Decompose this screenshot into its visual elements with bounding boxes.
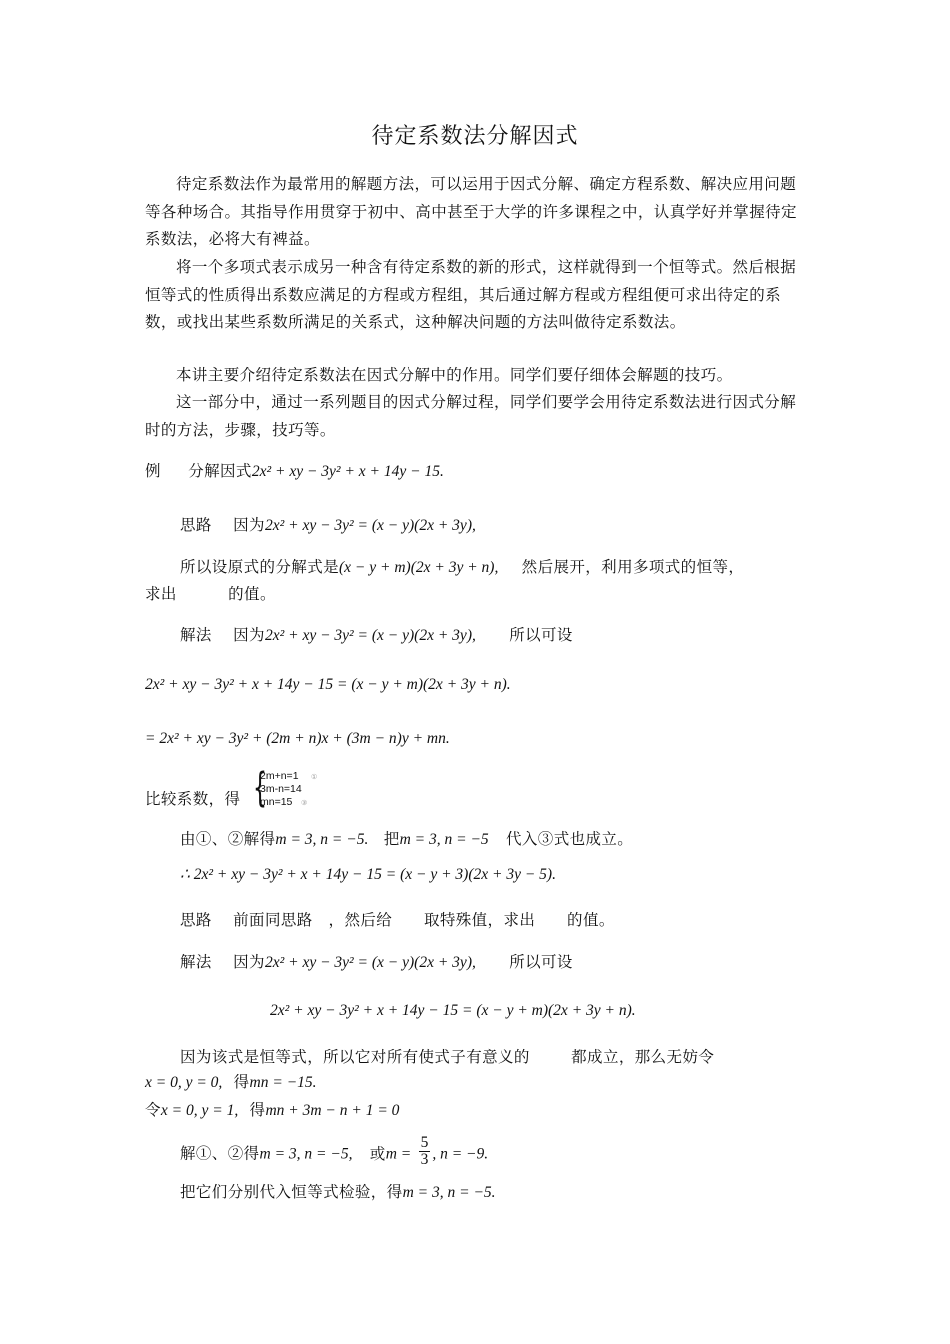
system-eq-2: 3m-n=14 <box>260 783 302 795</box>
identity-text-1: 因为该式是恒等式，所以它对所有使式子有意义的 <box>180 1048 530 1066</box>
assume-line-2 <box>145 582 276 604</box>
solution2-text: 因为 <box>233 953 265 971</box>
brace-icon: { <box>253 765 267 811</box>
system-eq-1: 2m+n=1 <box>260 770 299 782</box>
assume-text-2: 然后展开，利用多项式的恒等， <box>521 558 745 576</box>
sub2-text: 令 <box>145 1101 161 1119</box>
approach1-expression: 2x² + xy − 3y² = (x − y)(2x + 3y), <box>264 517 476 534</box>
intro-paragraph-2: 将一个多项式表示成另一种含有待定系数的新的形式，这样就得到一个恒等式。然后根据恒等式的性质得出系数应满足的方程或方程组，其后通过解方程或方程组便可求出待定的系数，或找出某些系数所满足的关系式，这种解决问题的方法叫做待定系数法。 <box>145 258 797 331</box>
assume-text-4: 的值。 <box>228 585 276 603</box>
assume-expression: (x − y + m)(2x + 3y + n), <box>339 559 499 576</box>
compare-line: 比较系数，得 <box>145 790 241 808</box>
solve2-expression-2b: , n = −9. <box>432 1145 489 1163</box>
system-eq-3: mn=15 <box>260 796 293 808</box>
sub1-result: mn = −15. <box>249 1074 317 1091</box>
solve1-text-2: 把 <box>383 830 400 848</box>
approach2-label: 思路 <box>180 911 212 929</box>
sub1-expression: x = 0, y = 0, <box>145 1074 223 1091</box>
system-tag-3: ③ <box>301 799 308 807</box>
solution1-label: 解法 <box>180 626 212 644</box>
solve2-text-1: 解①、②得 <box>180 1144 260 1163</box>
approach2-line <box>180 908 615 930</box>
solve1-text-1: 由①、②解得 <box>180 830 276 848</box>
example-label: 例 <box>145 462 161 480</box>
identity-line <box>180 1045 714 1067</box>
approach2-text: 前面同思路 ，然后给 取特殊值，求出 的值。 <box>233 911 615 929</box>
solution2-line <box>180 950 573 972</box>
fraction-denominator: 3 <box>420 1151 429 1168</box>
solve2-line <box>180 1134 489 1171</box>
check-line <box>180 1180 496 1202</box>
page-title: 待定系数法分解因式 <box>371 124 579 149</box>
intro-paragraph-1: 待定系数法作为最常用的解题方法，可以运用于因式分解、确定方程系数、解决应用问题等各种场合。其指导作用贯穿于初中、高中甚至于大学的许多课程之中，认真学好并掌握待定系数法，必将大有裨益。 <box>145 175 797 248</box>
approach1-text: 因为 <box>233 516 265 534</box>
solution2-label: 解法 <box>180 953 212 971</box>
solve2-expression-2a: m = <box>385 1145 412 1163</box>
solution1-line <box>180 623 573 645</box>
solve1-line <box>180 827 633 849</box>
identity-text-2: 都成立，那么无妨令 <box>571 1048 715 1066</box>
result-equation: ∴ 2x² + xy − 3y² + x + 14y − 15 = (x − y + 3)(2x + 3y − 5). <box>180 866 556 883</box>
solution2-expression: 2x² + xy − 3y² = (x − y)(2x + 3y), <box>264 954 476 971</box>
system-tag-1: ① <box>311 773 318 781</box>
fraction <box>419 1135 431 1168</box>
assume-text-3: 求出 <box>145 585 177 603</box>
sub2-expression: x = 0, y = 1, <box>160 1102 239 1119</box>
check-text: 把它们分别代入恒等式检验，得 <box>180 1183 403 1201</box>
sub1-text: 得 <box>233 1073 250 1091</box>
solve1-expression-2: m = 3, n = −5 <box>399 831 489 848</box>
solve1-expression-1: m = 3, n = −5. <box>275 831 369 848</box>
solve2-expression-1: m = 3, n = −5, <box>259 1145 353 1163</box>
substitution-2 <box>145 1098 399 1120</box>
equation-3: 2x² + xy − 3y² + x + 14y − 15 = (x − y + m)(2x + 3y + n). <box>270 1002 636 1019</box>
sub2-result: mn + 3m − n + 1 = 0 <box>265 1102 400 1119</box>
assume-text-1: 所以设原式的分解式是 <box>180 558 340 576</box>
intro-paragraph-4: 这一部分中，通过一系列题目的因式分解过程，同学们要学会用待定系数法进行因式分解时的方法，步骤，技巧等。 <box>145 393 797 439</box>
example-expression: 2x² + xy − 3y² + x + 14y − 15. <box>251 463 444 480</box>
intro-paragraph-3: 本讲主要介绍待定系数法在因式分解中的作用。同学们要仔细体会解题的技巧。 <box>176 366 733 384</box>
substitution-1 <box>145 1070 317 1092</box>
equation-2: = 2x² + xy − 3y² + (2m + n)x + (3m − n)y + mn. <box>145 730 450 747</box>
approach1-label: 思路 <box>180 516 212 534</box>
solution1-text-2: 所以可设 <box>509 626 573 644</box>
solution1-expression: 2x² + xy − 3y² = (x − y)(2x + 3y), <box>264 627 476 644</box>
example-text: 分解因式 <box>188 462 252 480</box>
solution2-text-2: 所以可设 <box>509 953 573 971</box>
solve2-text-2: 或 <box>369 1144 386 1163</box>
assume-line <box>180 555 744 577</box>
equation-system <box>253 765 323 812</box>
approach1-line <box>180 513 476 535</box>
solution1-text: 因为 <box>233 626 265 644</box>
check-expression: m = 3, n = −5. <box>402 1184 496 1201</box>
fraction-numerator: 5 <box>420 1134 429 1151</box>
sub2-text-2: 得 <box>249 1101 266 1119</box>
solve1-text-3: 代入③式也成立。 <box>506 830 634 848</box>
equation-1: 2x² + xy − 3y² + x + 14y − 15 = (x − y + m)(2x + 3y + n). <box>145 676 511 693</box>
example-line <box>145 459 444 481</box>
